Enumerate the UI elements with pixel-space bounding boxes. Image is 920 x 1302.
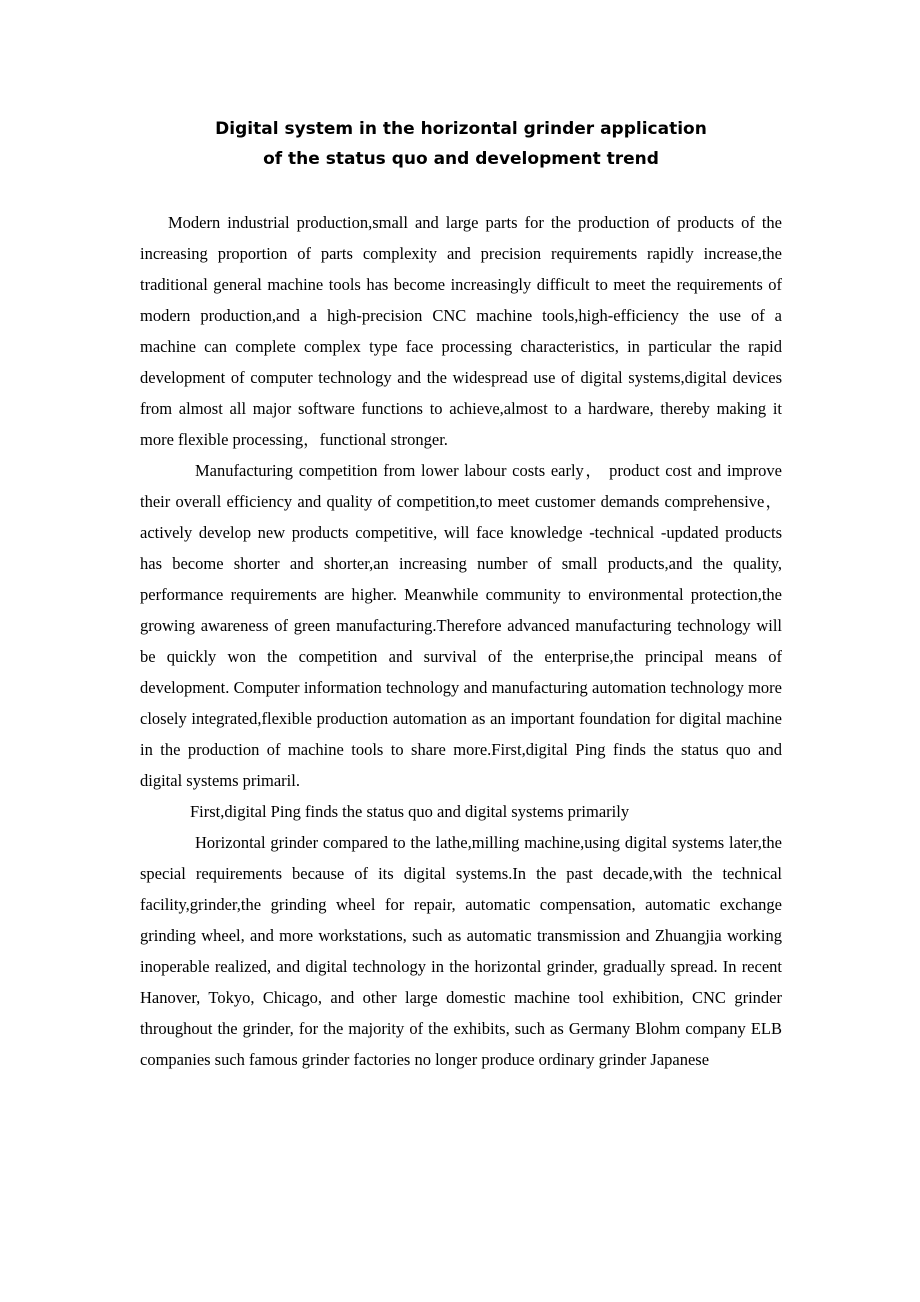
paragraph-2: Manufacturing competition from lower labour costs early， product cost and improve their overall efficiency and quality of competition,to meet customer demands comprehensive， actively develop new products competitive, will face knowledge -technical -updated products has become shorter and shorter,an increasing number of small products,and the quality, performance requirements are higher. Meanwhile community to environmental protection,the growing awareness of green manufacturing.Therefore advanced manufacturing technology will be quickly won the competition and survival of the enterprise,the principal means of development. Computer information technology and manufacturing automation technology more closely integrated,flexible production automation as an important foundation for digital machine in the production of machine tools to share more.First,digital Ping finds the status quo and digital systems primaril. [140,461,782,790]
paragraph-1: Modern industrial production,small and large parts for the production of products of the increasing proportion of parts complexity and precision requirements rapidly increase,the traditional general machine tools has become increasingly difficult to meet the requirements of modern production,and a high-precision CNC machine tools,high-efficiency the use of a machine can complete complex type face processing characteristics, in particular the rapid development of computer technology and the widespread use of digital systems,digital devices from almost all major software functions to achieve,almost to a hardware, thereby making it more flexible processing，functional stronger. [140,213,782,449]
paragraph-4: Horizontal grinder compared to the lathe,milling machine,using digital systems later,the special requirements because of its digital systems.In the past decade,with the technical facility,grinder,the grinding wheel for repair, automatic compensation, automatic exchange grinding wheel, and more workstations, such as automatic transmission and Zhuangjia working inoperable realized, and digital technology in the horizontal grinder, gradually spread. In recent Hanover, Tokyo, Chicago, and other large domestic machine tool exhibition, CNC grinder throughout the grinder, for the majority of the exhibits, such as Germany Blohm company ELB companies such famous grinder factories no longer produce ordinary grinder Japanese [140,833,782,1069]
document-body [140,207,782,1075]
document-title-line-2: of the status quo and development trend [263,149,659,169]
paragraph-3: First,digital Ping finds the status quo and digital systems primarily [190,802,630,821]
document-title-line-1: Digital system in the horizontal grinder application [215,119,707,139]
